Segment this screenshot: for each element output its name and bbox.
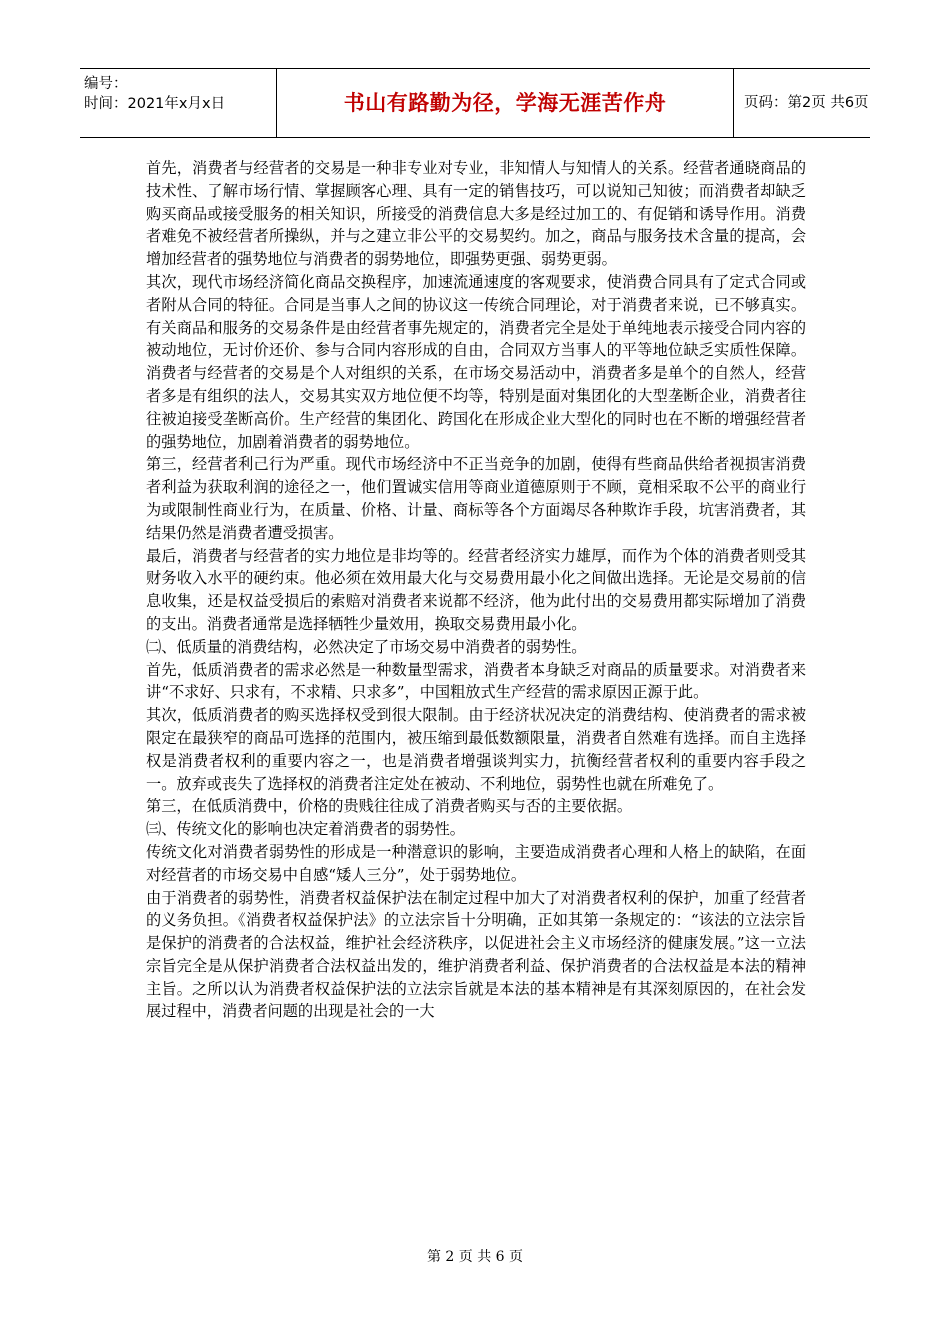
section-heading: ㈡、低质量的消费结构，必然决定了市场交易中消费者的弱势性。 xyxy=(146,637,587,656)
paragraph: 首先，低质消费者的需求必然是一种数量型需求，消费者本身缺乏对商品的质量要求。对消费者来讲“不求好、只求有，不求精、只求多”，中国粗放式生产经营的需求原因正源于此。 xyxy=(146,660,806,702)
paragraph: 第三，经营者利己行为严重。现代市场经济中不正当竞争的加剧，使得有些商品供给者视损害消费者利益为获取利润的途径之一，他们置诚实信用等商业道德原则于不顾，竟相采取不公平的商业行为或限制性商业行为，在质量、价格、计量、商标等各个方面竭尽各种欺诈手段，坑害消费者，其结果仍然是消费者遭受损害。 xyxy=(146,455,806,542)
header-page-info: 页码：第2页 共6页 xyxy=(744,95,869,111)
paragraph: 其次，低质消费者的购买选择权受到很大限制。由于经济状况决定的消费结构、使消费者的需求被限定在最狭窄的商品可选择的范围内，被压缩到最低数额限量，消费者自然难有选择。而自主选择权是消费者权利的重要内容之一，也是消费者增强谈判实力，抗衡经营者权利的重要内容手段之一。放弃或丧失了选择权的消费者注定处在被动、不利地位，弱势性也就在所难免了。 xyxy=(146,706,806,793)
paragraph: 首先，消费者与经营者的交易是一种非专业对专业，非知情人与知情人的关系。经营者通晓商品的技术性、了解市场行情、掌握顾客心理、具有一定的销售技巧，可以说知己知彼；而消费者却缺乏购买商品或接受服务的相关知识，所接受的消费信息大多是经过加工的、有促销和诱导作用。消费者难免不被经营者所操纵，并与之建立非公平的交易契约。加之，商品与服务技术含量的提高，会增加经营者的强势地位与消费者的弱势地位，即强势更强、弱势更弱。 xyxy=(146,159,806,269)
paragraph: 最后，消费者与经营者的实力地位是非均等的。经营者经济实力雄厚，而作为个体的消费者则受其财务收入水平的硬约束。他必须在效用最大化与交易费用最小化之间做出选择。无论是交易前的信息收集，还是权益受损后的索赔对消费者来说都不经济，他为此付出的交易费用都实际增加了消费的支出。消费者通常是选择牺牲少量效用，换取交易费用最小化。 xyxy=(146,546,806,633)
paragraph: 其次，现代市场经济简化商品交换程序，加速流通速度的客观要求，使消费合同具有了定式合同或者附从合同的特征。合同是当事人之间的协议这一传统合同理论，对于消费者来说，已不够真实。有关商品和服务的交易条件是由经营者事先规定的，消费者完全是处于单纯地表示接受合同内容的被动地位，无讨价还价、参与合同内容形成的自由，合同双方当事人的平等地位缺乏实质性保障。消费者与经营者的交易是个人对组织的关系，在市场交易活动中，消费者多是单个的自然人，经营者多是有组织的法人，交易其实双方地位便不均等，特别是面对集团化的大型垄断企业，消费者往往被迫接受垄断高价。生产经营的集团化、跨国化在形成企业大型化的同时也在不断的增强经营者的强势地位，加剧着消费者的弱势地位。 xyxy=(146,272,806,451)
header-motto: 书山有路勤为径，学海无涯苦作舟 xyxy=(277,69,734,137)
page-footer: 第 2 页 共 6 页 xyxy=(426,1249,524,1265)
document-body xyxy=(146,157,806,1023)
section-heading: ㈢、传统文化的影响也决定着消费者的弱势性。 xyxy=(146,820,465,839)
page-header xyxy=(80,68,870,138)
document-date: 时间：2021年x月x日 xyxy=(84,96,226,112)
header-meta xyxy=(80,69,277,137)
paragraph: 传统文化对消费者弱势性的形成是一种潜意识的影响，主要造成消费者心理和人格上的缺陷，在面对经营者的市场交易中自感“矮人三分”，处于弱势地位。 xyxy=(146,842,806,884)
paragraph: 第三，在低质消费中，价格的贵贱往往成了消费者购买与否的主要依据。 xyxy=(146,797,632,816)
paragraph: 由于消费者的弱势性，消费者权益保护法在制定过程中加大了对消费者权利的保护，加重了经营者的义务负担。《消费者权益保护法》的立法宗旨十分明确，正如其第一条规定的：“该法的立法宗旨是保护的消费者的合法权益，维护社会经济秩序，以促进社会主义市场经济的健康发展。”这一立法宗旨完全是从保护消费者合法权益出发的，维护消费者利益、保护消费者的合法权益是本法的精神主旨。之所以认为消费者权益保护法的立法宗旨就是本法的基本精神是有其深刻原因的，在社会发展过程中，消费者问题的出现是社会的一大 xyxy=(146,888,806,1021)
document-number-label: 编号： xyxy=(84,76,128,92)
